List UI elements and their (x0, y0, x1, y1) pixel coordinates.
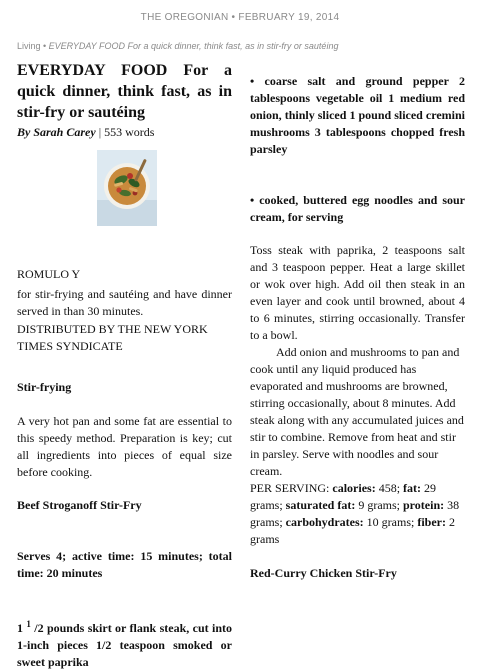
recipe-serves: Serves 4; active time: 15 minutes; total time: 20 minutes (17, 549, 232, 580)
breadcrumb (17, 41, 467, 51)
method-step-2: Add onion and mushrooms to pan and cook until any liquid produced has evaporated and mushrooms are browned, stirring occasionally, about 8 minutes. Add steak along with any accumulated juices and stir to combine. Remove from heat and stir in parsley. Serve with noodles and sour cream. (250, 345, 464, 478)
section-body: A very hot pan and some fat are essential to this speedy method. Preparation is key; cut all ingredients into pieces of equal size before cooking. (17, 414, 232, 479)
nutrition-facts (250, 480, 465, 548)
carbohydrates-label: carbohydrates: (285, 515, 364, 529)
intro-paragraph: for stir-frying and sautéing and have dinner served in than 30 minutes. (17, 287, 232, 318)
ingredient-superscript: 1 (26, 619, 31, 629)
fat-value: 29 grams; (250, 481, 437, 512)
ingredients-part-1 (17, 616, 232, 671)
ingredients-part-2: • coarse salt and ground pepper 2 tablespoons vegetable oil 1 medium red onion, thinly sliced 1 pound sliced cremini mushrooms 3 tablespoons chopped fresh parsley (250, 74, 465, 156)
author-name: By Sarah Carey (17, 125, 96, 139)
breadcrumb-section-link[interactable]: Living (17, 41, 41, 51)
article-column-right (250, 73, 465, 582)
saturated-fat-value: 9 grams; (355, 498, 403, 512)
calories-label: calories: (332, 481, 376, 495)
saturated-fat-label: saturated fat: (285, 498, 356, 512)
distributor-credit: DISTRIBUTED BY THE NEW YORK TIMES SYNDICATE (17, 322, 208, 353)
byline-separator: | (95, 125, 105, 139)
breadcrumb-current: EVERYDAY FOOD For a quick dinner, think fast, as in stir-fry or sautéing (48, 41, 339, 51)
fiber-label: fiber: (417, 515, 446, 529)
breadcrumb-separator: • (40, 41, 49, 51)
nutrition-lead: PER SERVING: (250, 481, 333, 495)
ingredient-rest: /2 pounds skirt or flank steak, cut into 1-inch pieces 1/2 teaspoon smoked or sweet paprika (17, 621, 232, 669)
protein-label: protein: (403, 498, 445, 512)
method-step-1: Toss steak with paprika, 2 teaspoons salt and 3 teaspoon pepper. Heat a large skillet or wok over high. Add oil then steak in an even layer and cook until browned, about 4 to 6 minutes, stirring occasionally. Transfer to a bowl. (250, 243, 465, 342)
masthead: THE OREGONIAN • FEBRUARY 19, 2014 (140, 12, 340, 23)
word-count: 553 words (104, 125, 155, 139)
fiber-value: 2 grams (250, 515, 455, 546)
food-bowl-image (97, 150, 157, 226)
recipe-title-2: Red-Curry Chicken Stir-Fry (250, 566, 397, 580)
byline (17, 123, 232, 141)
article-headline: EVERYDAY FOOD For a quick dinner, think fast, as in stir-fry or sautéing (17, 62, 232, 121)
carbohydrates-value: 10 grams; (363, 515, 418, 529)
section-heading: Stir-frying (17, 380, 72, 394)
calories-value: 458; (375, 481, 404, 495)
protein-value: 38 grams; (250, 498, 460, 529)
fat-label: fat: (403, 481, 422, 495)
article-column-left (17, 60, 232, 671)
recipe-title: Beef Stroganoff Stir-Fry (17, 498, 142, 512)
ingredients-part-3: • cooked, buttered egg noodles and sour cream, for serving (250, 193, 465, 224)
ingredient-amount: 1 (17, 621, 27, 635)
photo-credit: ROMULO Y (17, 267, 81, 281)
article-photo[interactable] (97, 150, 157, 226)
